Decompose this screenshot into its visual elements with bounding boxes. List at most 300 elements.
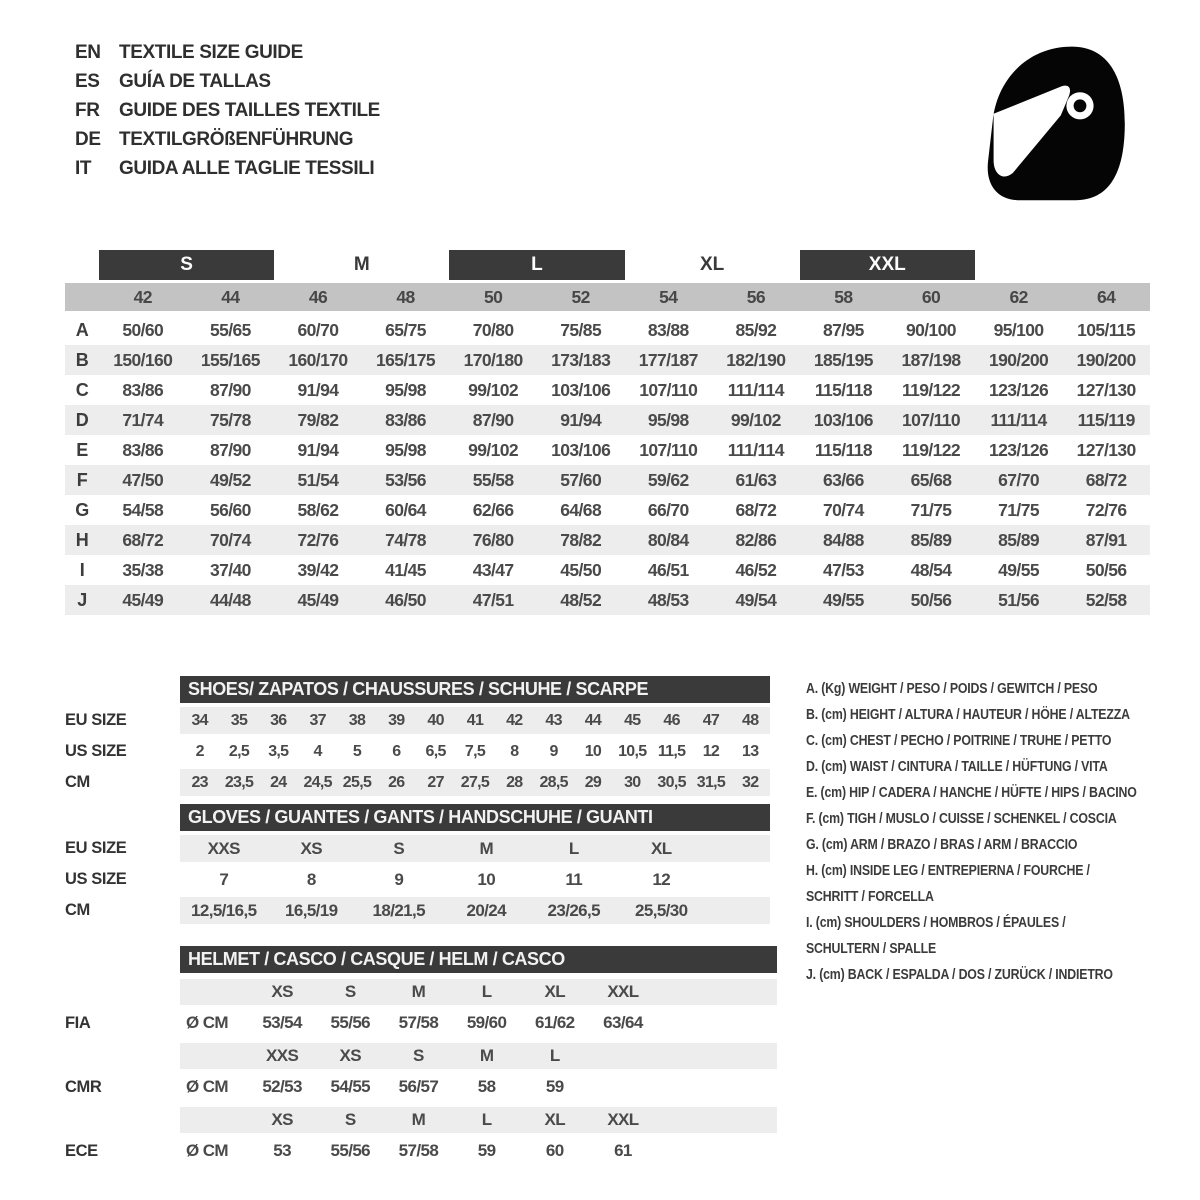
row-values: [180, 769, 770, 796]
row-label: CMR: [65, 1077, 102, 1096]
value-cell: 50/56: [1085, 559, 1127, 580]
value-cell: 80/84: [647, 529, 689, 550]
value-cell: XS: [271, 982, 293, 1001]
legend-item-H: H. (cm) INSIDE LEG / ENTREPIERNA / FOURCHE /: [806, 863, 1090, 879]
value-cell: 55/65: [209, 319, 251, 340]
legend-item-A: A. (Kg) WEIGHT / PESO / POIDS / GEWITCH / PESO: [806, 681, 1098, 697]
table-row: [65, 1137, 777, 1165]
gloves-size-table: [65, 804, 770, 924]
legend-item-H: SCHRITT / FORCELLA: [806, 889, 934, 905]
value-cell: 99/102: [730, 409, 781, 430]
gloves-title-bar: GLOVES / GUANTES / GANTS / HANDSCHUHE / GUANTI: [180, 804, 770, 831]
value-cell: 70/80: [472, 319, 514, 340]
row-label: I: [79, 559, 85, 580]
row-label: ECE: [65, 1141, 98, 1160]
shoes-size-table: [65, 676, 770, 796]
value-cell: 75/85: [560, 319, 602, 340]
value-cell: 71/75: [998, 499, 1039, 520]
value-cell: 8: [306, 869, 316, 889]
size-band-row: [65, 250, 1150, 280]
value-cell: S: [344, 982, 356, 1001]
value-cell: 48/54: [910, 559, 952, 580]
table-row: [65, 707, 770, 734]
value-cell: 83/86: [385, 409, 426, 430]
value-cell: 150/160: [113, 349, 173, 370]
value-cell: Ø CM: [186, 1141, 228, 1160]
value-cell: 50/56: [910, 589, 952, 610]
value-cell: 39: [388, 711, 405, 729]
spacer: [657, 1137, 777, 1165]
value-cell: 3,5: [268, 742, 289, 760]
language-title: GUIDE DES TAILLES TEXTILE: [119, 99, 380, 121]
value-cell: 119/122: [901, 379, 961, 400]
shoes-rows: [65, 707, 770, 796]
value-cell: XL: [544, 982, 566, 1001]
value-cell: 173/183: [551, 349, 611, 370]
language-title: GUIDA ALLE TAGLIE TESSILI: [119, 157, 375, 179]
value-cell: 46: [663, 711, 680, 729]
row-label: [65, 1043, 180, 1069]
row-values: [180, 866, 770, 893]
value-cell: 103/106: [551, 439, 611, 460]
value-cell: 30: [624, 773, 641, 791]
value-cell: 49/52: [209, 469, 251, 490]
value-cell: [589, 1043, 657, 1069]
value-cell: 55/56: [330, 1013, 371, 1032]
value-cell: 83/88: [647, 319, 689, 340]
language-code: DE: [75, 128, 101, 150]
value-cell: XXS: [265, 1046, 299, 1065]
value-cell: 51/56: [998, 589, 1039, 610]
table-row: [65, 345, 1150, 375]
value-cell: 39/42: [297, 559, 339, 580]
language-code: EN: [75, 41, 101, 63]
value-cell: 26: [388, 773, 405, 791]
language-row: [75, 96, 380, 125]
value-cell: XXL: [607, 982, 639, 1001]
value-cell: 28,5: [539, 773, 568, 791]
row-values: [180, 707, 770, 734]
row-values: [180, 1137, 777, 1165]
value-cell: 24: [270, 773, 287, 791]
value-cell: 10: [584, 742, 602, 760]
spacer: [657, 1107, 777, 1133]
value-cell: 27: [427, 773, 444, 791]
size-table-body: [65, 315, 1150, 615]
spacer: [657, 1073, 777, 1101]
value-cell: 58: [477, 1077, 496, 1096]
value-cell: 13: [742, 742, 759, 760]
value-cell: 44/48: [209, 589, 251, 610]
value-cell: 75/78: [209, 409, 251, 430]
value-cell: 70/74: [823, 499, 864, 520]
legend-item-I: SCHULTERN / SPALLE: [806, 941, 937, 957]
value-cell: 57/58: [398, 1141, 439, 1160]
value-cell: 10,5: [618, 742, 647, 760]
value-cell: 40: [427, 711, 444, 729]
value-cell: L: [481, 1110, 492, 1129]
value-cell: M: [479, 1046, 494, 1065]
size-column-header: 64: [1097, 286, 1116, 307]
value-cell: S: [393, 838, 405, 858]
size-column-header: 50: [483, 286, 503, 307]
spacer: [705, 866, 770, 893]
table-row: [65, 866, 770, 893]
value-cell: 91/94: [297, 379, 339, 400]
legend-item-I: I. (cm) SHOULDERS / HOMBROS / ÉPAULES /: [806, 915, 1066, 931]
value-cell: 170/180: [463, 349, 523, 370]
size-column-header: 62: [1009, 286, 1028, 307]
row-label: FIA: [65, 1013, 91, 1032]
row-label: F: [76, 469, 88, 490]
value-cell: 90/100: [906, 319, 956, 340]
value-cell: 78/82: [560, 529, 602, 550]
value-cell: 2,5: [228, 742, 250, 760]
value-cell: 25,5/30: [634, 900, 688, 920]
row-values: [180, 1073, 777, 1101]
value-cell: 87/91: [1085, 529, 1127, 550]
size-column-header: 52: [571, 286, 590, 307]
table-row: [65, 405, 1150, 435]
language-code: FR: [75, 99, 100, 121]
value-cell: 71/74: [122, 409, 164, 430]
value-cell: 87/90: [209, 439, 251, 460]
value-cell: 47/50: [122, 469, 164, 490]
value-cell: 2: [195, 742, 204, 760]
value-cell: 4: [313, 742, 322, 760]
value-cell: 85/92: [735, 319, 777, 340]
value-cell: 38: [348, 711, 366, 729]
value-cell: 6: [392, 742, 401, 760]
table-row: [65, 769, 770, 796]
value-cell: 12: [702, 742, 720, 760]
language-row: [75, 154, 380, 183]
size-column-header: 42: [133, 286, 152, 307]
value-cell: XL: [650, 838, 672, 858]
value-cell: 91/94: [560, 409, 602, 430]
value-cell: 48/52: [560, 589, 602, 610]
helmet-title-bar: HELMET / CASCO / CASQUE / HELM / CASCO: [180, 946, 777, 973]
value-cell: 47/51: [472, 589, 514, 610]
value-cell: 82/86: [735, 529, 777, 550]
value-cell: 6,5: [425, 742, 446, 760]
table-row: [65, 585, 1150, 615]
table-row: [65, 375, 1150, 405]
language-title: TEXTILE SIZE GUIDE: [119, 41, 303, 63]
value-cell: 51/54: [297, 469, 339, 490]
value-cell: 27,5: [460, 773, 490, 791]
size-column-header: 44: [221, 286, 240, 307]
value-cell: 160/170: [288, 349, 348, 370]
value-cell: 65/68: [910, 469, 952, 490]
language-code: ES: [75, 70, 100, 92]
size-band-xxl: XXL: [800, 250, 975, 280]
row-label: US SIZE: [65, 870, 127, 888]
table-row: [65, 525, 1150, 555]
value-cell: XXS: [207, 838, 240, 858]
value-cell: 44: [584, 711, 602, 729]
value-cell: 65/75: [385, 319, 426, 340]
value-cell: 42: [506, 711, 523, 729]
size-band-l: L: [449, 250, 624, 280]
row-values: [180, 738, 770, 765]
value-cell: 95/98: [385, 439, 426, 460]
value-cell: 123/126: [989, 379, 1049, 400]
value-cell: 190/200: [989, 349, 1049, 370]
legend-item-F: F. (cm) TIGH / MUSLO / CUISSE / SCHENKEL / COSCIA: [806, 811, 1117, 827]
legend-item-E: E. (cm) HIP / CADERA / HANCHE / HÜFTE / HIPS / BACINO: [806, 785, 1137, 801]
row-label: B: [75, 349, 89, 370]
value-cell: 103/106: [551, 379, 611, 400]
row-label: G: [75, 499, 89, 520]
row-label: CM: [65, 901, 90, 919]
row-label: A: [75, 319, 89, 340]
value-cell: L: [549, 1046, 560, 1065]
value-cell: 46/50: [385, 589, 426, 610]
value-cell: 36: [270, 711, 287, 729]
value-cell: XXL: [607, 1110, 639, 1129]
value-cell: 53: [273, 1141, 291, 1160]
value-cell: 56/57: [398, 1077, 439, 1096]
value-cell: 28: [506, 773, 523, 791]
corner-cell: [65, 283, 99, 311]
value-cell: 61/62: [535, 1013, 575, 1032]
value-cell: 107/110: [639, 439, 698, 460]
value-cell: 41/45: [385, 559, 426, 580]
value-cell: 35: [230, 711, 248, 729]
size-column-header: 60: [921, 286, 941, 307]
value-cell: 60: [545, 1141, 564, 1160]
value-cell: 103/106: [813, 409, 873, 430]
size-column-header-row: [65, 283, 1150, 311]
value-cell: 20/24: [466, 900, 507, 920]
value-cell: 49/55: [823, 589, 864, 610]
value-cell: 12: [652, 869, 671, 889]
value-cell: 71/75: [910, 499, 952, 520]
value-cell: Ø CM: [186, 1013, 228, 1032]
value-cell: 64/68: [560, 499, 602, 520]
value-cell: 48: [742, 711, 759, 729]
value-cell: 127/130: [1076, 439, 1136, 460]
value-cell: 49/55: [998, 559, 1039, 580]
value-cell: 5: [352, 742, 362, 760]
row-label: [65, 979, 180, 1005]
table-row: [65, 1073, 777, 1101]
value-cell: 115/118: [814, 379, 872, 400]
value-cell: 115/119: [1077, 409, 1135, 430]
row-label: H: [75, 529, 89, 550]
value-cell: 25,5: [342, 773, 372, 791]
value-cell: 53/56: [385, 469, 426, 490]
spacer: [657, 1043, 777, 1069]
row-label: D: [75, 409, 89, 430]
value-cell: 8: [510, 742, 519, 760]
value-cell: 55/58: [472, 469, 514, 490]
value-cell: 45/49: [122, 589, 164, 610]
value-cell: 76/80: [472, 529, 514, 550]
value-cell: 111/114: [990, 409, 1047, 430]
table-row: [65, 435, 1150, 465]
value-cell: 18/21,5: [372, 900, 426, 920]
spacer: [705, 835, 770, 862]
value-cell: 16,5/19: [284, 900, 338, 920]
value-cell: [180, 1043, 248, 1069]
value-cell: 111/114: [727, 439, 784, 460]
size-column-header: 58: [834, 286, 853, 307]
spacer: [705, 897, 770, 924]
value-cell: 43/47: [472, 559, 514, 580]
value-cell: 115/118: [814, 439, 872, 460]
value-cell: 187/198: [901, 349, 961, 370]
value-cell: 107/110: [639, 379, 698, 400]
language-row: [75, 38, 380, 67]
value-cell: 95/98: [385, 379, 426, 400]
value-cell: M: [411, 1110, 426, 1129]
value-cell: 23,5: [224, 773, 254, 791]
table-row: [65, 738, 770, 765]
value-cell: 41: [466, 711, 484, 729]
language-row: [75, 67, 380, 96]
value-cell: 45/50: [560, 559, 602, 580]
shoes-title-bar: SHOES/ ZAPATOS / CHAUSSURES / SCHUHE / SCARPE: [180, 676, 770, 703]
table-row: [65, 1043, 777, 1069]
value-cell: 59/60: [466, 1013, 507, 1032]
racing-helmet-icon: [976, 40, 1136, 210]
value-cell: 74/78: [385, 529, 426, 550]
gloves-rows: [65, 835, 770, 924]
value-cell: XS: [271, 1110, 293, 1129]
row-label: CM: [65, 773, 90, 791]
table-row: [65, 897, 770, 924]
value-cell: 46/51: [647, 559, 689, 580]
row-label: J: [77, 589, 87, 610]
value-cell: 54/55: [330, 1077, 371, 1096]
language-title: TEXTILGRÖßENFÜHRUNG: [119, 128, 354, 150]
measurement-legend: [806, 676, 1200, 988]
language-code: IT: [75, 157, 92, 179]
value-cell: M: [411, 982, 426, 1001]
value-cell: 12,5/16,5: [191, 900, 257, 920]
value-cell: 46/52: [735, 559, 777, 580]
value-cell: 30,5: [657, 773, 686, 791]
value-cell: 190/200: [1076, 349, 1136, 370]
value-cell: 62/66: [472, 499, 514, 520]
value-cell: 182/190: [726, 349, 786, 370]
value-cell: 45: [624, 711, 641, 729]
helmet-rows: [65, 979, 777, 1165]
legend-item-C: C. (cm) CHEST / PECHO / POITRINE / TRUHE / PETTO: [806, 733, 1112, 749]
value-cell: 34: [191, 711, 208, 729]
row-label: EU SIZE: [65, 839, 127, 857]
value-cell: XS: [300, 838, 322, 858]
value-cell: 23: [191, 773, 208, 791]
row-label: [65, 1107, 180, 1133]
value-cell: 49/54: [735, 589, 777, 610]
value-cell: 85/89: [998, 529, 1039, 550]
value-cell: L: [481, 982, 492, 1001]
value-cell: 119/122: [901, 439, 961, 460]
legend-item-J: J. (cm) BACK / ESPALDA / DOS / ZURÜCK / INDIETRO: [806, 967, 1113, 983]
value-cell: 99/102: [468, 379, 519, 400]
value-cell: 11: [565, 869, 583, 889]
legend-item-G: G. (cm) ARM / BRAZO / BRAS / ARM / BRACCIO: [806, 837, 1078, 853]
value-cell: 83/86: [122, 379, 164, 400]
value-cell: 63/66: [823, 469, 864, 490]
language-title: GUÍA DE TALLAS: [119, 70, 271, 92]
table-row: [65, 835, 770, 862]
value-cell: 87/90: [472, 409, 514, 430]
value-cell: 67/70: [998, 469, 1039, 490]
size-band-xl: XL: [699, 254, 725, 275]
value-cell: 53/54: [262, 1013, 302, 1032]
table-row: [65, 979, 777, 1005]
row-values: [180, 1107, 777, 1133]
value-cell: [180, 979, 248, 1005]
value-cell: 48/53: [647, 589, 689, 610]
value-cell: 123/126: [989, 439, 1049, 460]
value-cell: 127/130: [1076, 379, 1136, 400]
textile-size-table: [65, 250, 1150, 615]
value-cell: 72/76: [1085, 499, 1127, 520]
value-cell: 56/60: [209, 499, 251, 520]
value-cell: 68/72: [735, 499, 777, 520]
value-cell: 50/60: [122, 319, 164, 340]
value-cell: 61: [614, 1141, 632, 1160]
value-cell: [589, 1073, 657, 1101]
value-cell: 111/114: [727, 379, 784, 400]
value-cell: 95/100: [993, 319, 1044, 340]
value-cell: 37: [309, 711, 326, 729]
value-cell: L: [568, 838, 579, 858]
table-row: [65, 1107, 777, 1133]
value-cell: 165/175: [375, 349, 436, 370]
value-cell: 107/110: [901, 409, 961, 430]
table-row: [65, 555, 1150, 585]
value-cell: 31,5: [696, 773, 726, 791]
value-cell: 24,5: [303, 773, 332, 791]
row-label: US SIZE: [65, 742, 127, 760]
value-cell: 45/49: [297, 589, 339, 610]
value-cell: 68/72: [1085, 469, 1127, 490]
value-cell: 47: [702, 711, 720, 729]
value-cell: XS: [339, 1046, 361, 1065]
value-cell: 61/63: [735, 469, 777, 490]
value-cell: 55/56: [330, 1141, 371, 1160]
value-cell: 23/26,5: [547, 900, 601, 920]
size-column-header: 56: [746, 286, 765, 307]
value-cell: 87/95: [823, 319, 864, 340]
value-cell: 7,5: [464, 742, 486, 760]
row-label: C: [75, 379, 89, 400]
value-cell: 9: [549, 742, 558, 760]
value-cell: 58/62: [297, 499, 339, 520]
table-row: [65, 495, 1150, 525]
size-column-header: 48: [396, 286, 415, 307]
value-cell: 43: [545, 711, 562, 729]
legend-item-B: B. (cm) HEIGHT / ALTURA / HAUTEUR / HÖHE / ALTEZZA: [806, 707, 1130, 723]
value-cell: 35/38: [122, 559, 164, 580]
value-cell: 59/62: [647, 469, 689, 490]
value-cell: 54/58: [122, 499, 164, 520]
helmet-size-table: [65, 946, 777, 1165]
value-cell: 9: [394, 869, 404, 889]
language-row: [75, 125, 380, 154]
value-cell: 57/60: [560, 469, 602, 490]
value-cell: 59: [545, 1077, 564, 1096]
value-cell: 60/64: [385, 499, 426, 520]
value-cell: 32: [742, 773, 759, 791]
language-header: [75, 38, 380, 183]
